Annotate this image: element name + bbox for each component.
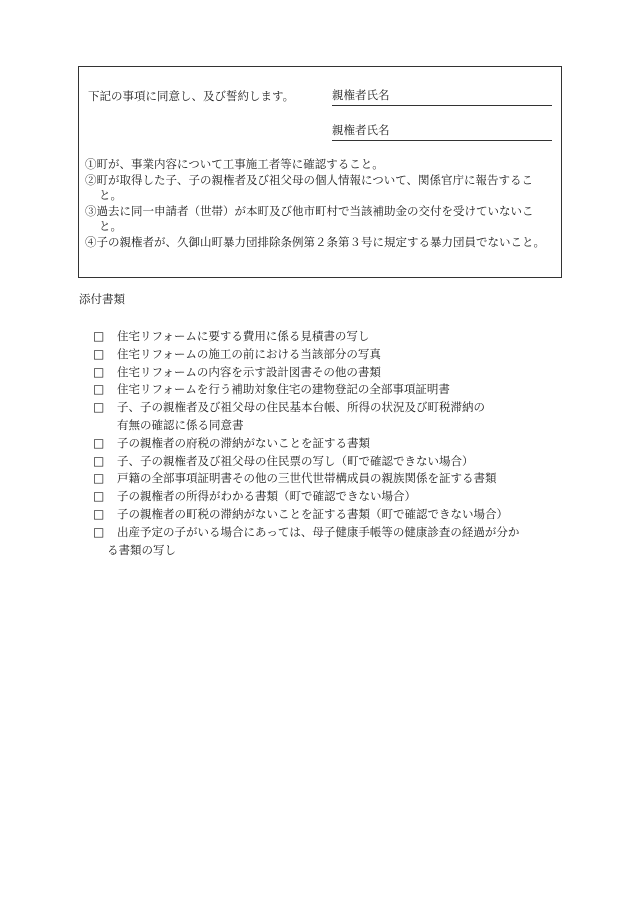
attachments-heading: 添付書類 (79, 292, 125, 306)
attachment-item: □ 住宅リフォームの施工の前における当該部分の写真 (93, 346, 563, 364)
condition-item: ④子の親権者が、久御山町暴力団排除条例第２条第３号に規定する暴力団員でないこと。 (85, 234, 545, 249)
attachment-item: □ 住宅リフォームの内容を示す設計図書その他の書類 (93, 364, 563, 382)
attachment-item (93, 524, 563, 560)
checkbox-icon[interactable]: □ (93, 346, 105, 361)
condition-item: ③過去に同一申請者（世帯）が本町及び他市町村で当該補助金の交付を受けていないこと。 (85, 203, 534, 234)
consent-conditions (85, 157, 555, 250)
agree-statement: 下記の事項に同意し、及び誓約します。 (88, 89, 295, 103)
checkbox-icon[interactable]: □ (93, 489, 105, 504)
attachment-item: □ 子の親権者の所得がわかる書類（町で確認できない場合） (93, 488, 563, 506)
attachment-line-1: 出産予定の子がいる場合にあっては、母子健康手帳等の健康診査の経過が分か (117, 524, 520, 539)
guardian-signature-field-1[interactable]: 親権者氏名 (332, 88, 552, 106)
attachment-item: □ 子の親権者の町税の滞納がないことを証する書類（町で確認できない場合） (93, 506, 563, 524)
attachment-item: □ 子、子の親権者及び祖父母の住民票の写し（町で確認できない場合） (93, 453, 563, 471)
condition-item: ②町が取得した子、子の親権者及び祖父母の個人情報について、関係官庁に報告すること。 (85, 172, 534, 203)
checkbox-icon[interactable]: □ (93, 453, 105, 468)
attachment-line-2: る書類の写し (107, 542, 176, 557)
attachment-item (93, 399, 563, 435)
guardian-signature-field-2[interactable]: 親権者氏名 (332, 123, 552, 141)
checkbox-icon[interactable]: □ (93, 329, 105, 343)
checkbox-icon[interactable]: □ (93, 364, 105, 379)
condition-item: ①町が、事業内容について工事施工者等に確認すること。 (85, 157, 384, 171)
checkbox-icon[interactable]: □ (93, 400, 105, 415)
attachment-item: □ 住宅リフォームに要する費用に係る見積書の写し (93, 328, 563, 346)
attachment-line-2: 有無の確認に係る同意書 (117, 417, 244, 432)
checkbox-icon[interactable]: □ (93, 382, 105, 397)
checkbox-icon[interactable]: □ (93, 524, 105, 539)
attachments-list (93, 328, 563, 559)
consent-box (78, 66, 562, 278)
checkbox-icon[interactable]: □ (93, 435, 105, 450)
checkbox-icon[interactable]: □ (93, 471, 105, 486)
attachment-item: □ 住宅リフォームを行う補助対象住宅の建物登記の全部事項証明書 (93, 381, 563, 399)
attachment-item: □ 子の親権者の府税の滞納がないことを証する書類 (93, 435, 563, 453)
attachment-item: □ 戸籍の全部事項証明書その他の三世代世帯構成員の親族関係を証する書類 (93, 470, 563, 488)
checkbox-icon[interactable]: □ (93, 506, 105, 521)
attachment-line-1: 子、子の親権者及び祖父母の住民基本台帳、所得の状況及び町税滞納の (117, 400, 485, 415)
